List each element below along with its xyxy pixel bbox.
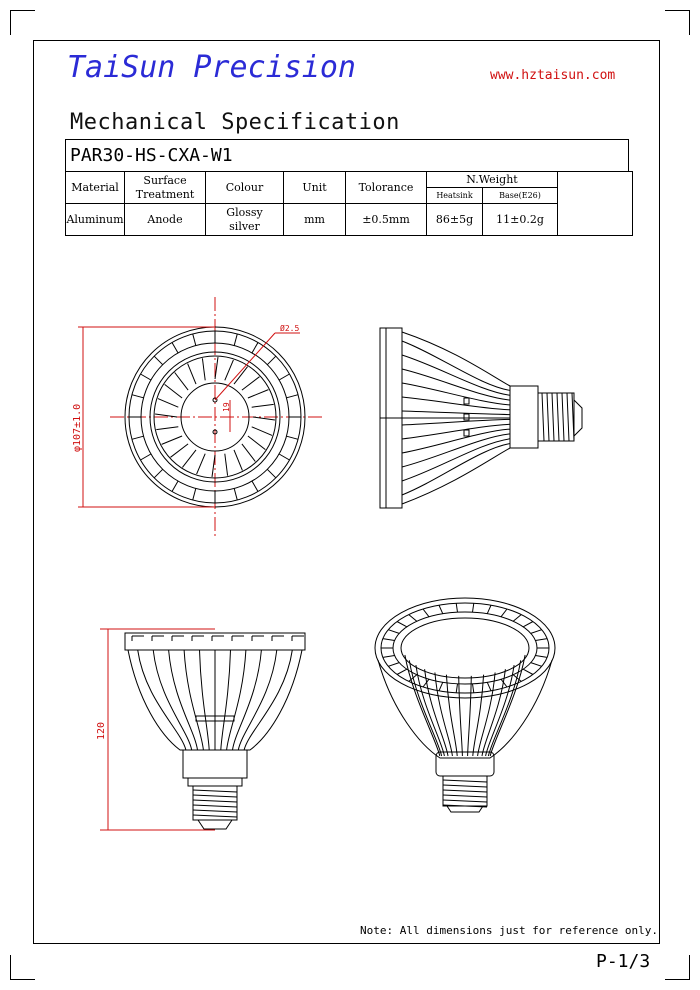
front-fin <box>242 377 260 390</box>
front-fin <box>156 427 178 430</box>
header-material: Material <box>66 172 125 204</box>
front-rim-tooth <box>172 481 178 491</box>
iso-rim-tooth <box>535 656 547 658</box>
elev-fins <box>138 650 293 750</box>
iso-rim-tooth <box>388 663 399 667</box>
elev-thread-line <box>193 815 237 817</box>
front-fin <box>171 444 189 457</box>
side-fin <box>402 369 510 400</box>
side-fin <box>402 419 510 425</box>
side-fin <box>402 439 510 481</box>
height-label: 120 <box>96 721 107 740</box>
elev-neck <box>183 750 247 778</box>
value-tolerance: ±0.5mm <box>346 204 427 236</box>
side-fin <box>402 411 510 415</box>
elev-thread-lines <box>193 790 237 817</box>
front-fin <box>165 384 183 398</box>
iso-rim-tooth <box>487 682 491 691</box>
iso-rim-tooth <box>456 684 457 693</box>
header-surface-line2: Treatment <box>135 187 195 201</box>
brand-title: TaiSun Precision <box>67 50 356 85</box>
iso-thread-line <box>443 800 487 802</box>
reference-note: Note: All dimensions just for reference only. <box>360 924 659 937</box>
side-thread-line <box>567 393 569 441</box>
elev-thread-line <box>193 790 237 792</box>
iso-rim-tooth <box>531 663 542 667</box>
website-link[interactable]: www.hztaisun.com <box>490 68 616 83</box>
elev-thread-line <box>193 800 237 802</box>
elev-neck-step <box>188 778 242 786</box>
elev-fin <box>244 650 292 750</box>
front-rim-tooth <box>267 356 276 365</box>
header-tolerance: Tolorance <box>346 172 427 204</box>
elev-thread-line <box>193 805 237 807</box>
front-fin <box>252 427 272 436</box>
front-fin <box>225 454 228 476</box>
front-rim-tooth <box>132 436 144 439</box>
header-weight: N.Weight <box>427 172 558 188</box>
front-fin <box>162 436 183 444</box>
iso-rim-teeth <box>381 603 549 693</box>
side-thread-line <box>542 393 544 441</box>
front-fin <box>234 367 248 385</box>
elev-thread-line <box>193 810 237 812</box>
iso-rim-tooth <box>397 669 407 674</box>
front-rim-tooth <box>141 454 151 460</box>
hole-label: Ø2.5 <box>280 324 300 333</box>
side-thread-line <box>557 393 559 441</box>
value-heatsink: 86±5g <box>427 204 483 236</box>
front-rim-tooth <box>252 481 258 491</box>
side-thread-line <box>562 393 564 441</box>
front-view <box>78 297 322 537</box>
front-rim-tooth <box>154 469 163 478</box>
header-colour: Colour <box>206 172 284 204</box>
front-rim-tooth <box>287 436 299 439</box>
iso-rim-tooth <box>531 630 542 634</box>
elev-thread-line <box>193 795 237 797</box>
front-rim-tooth <box>234 489 237 501</box>
iso-thread-line <box>443 795 487 797</box>
side-thread-line <box>547 393 549 441</box>
side-tip <box>574 400 582 436</box>
front-rim-tooth <box>193 334 196 346</box>
front-fin <box>248 436 266 450</box>
value-colour-line1: Glossy <box>226 205 263 219</box>
side-fin <box>402 341 510 390</box>
iso-thread-lines <box>443 780 487 807</box>
iso-ring-ellipse <box>393 612 537 684</box>
iso-rim-tooth <box>473 603 474 612</box>
front-rim-tooth <box>132 395 144 398</box>
iso-outer-ellipse <box>375 598 555 698</box>
iso-thread-line <box>443 785 487 787</box>
front-rim-tooth <box>252 343 258 353</box>
front-fin <box>248 390 269 398</box>
iso-fin <box>459 676 463 756</box>
side-thread-lines <box>542 393 574 441</box>
diameter-label: φ107±1.0 <box>72 403 83 452</box>
iso-rim-tooth <box>523 669 533 674</box>
iso-outer-ellipse-2 <box>381 603 549 693</box>
elev-rim-teeth <box>132 636 304 641</box>
front-fin <box>188 364 196 385</box>
elev-fin <box>238 650 276 750</box>
iso-rim-tooth <box>523 622 533 627</box>
iso-rim-tooth <box>501 609 507 617</box>
iso-inner-ellipse <box>401 618 529 678</box>
side-fin <box>402 397 510 410</box>
iso-rim-tooth <box>383 656 395 658</box>
elevation-view <box>100 629 305 830</box>
front-fin <box>225 360 234 380</box>
iso-rim-tooth <box>423 609 429 617</box>
value-material: Aluminum <box>66 204 125 236</box>
front-rim-tooth <box>279 454 289 460</box>
side-thread-line <box>552 393 554 441</box>
section-title: Mechanical Specification <box>70 110 400 135</box>
header-surface-line1: Surface <box>143 173 187 187</box>
side-slot-3 <box>464 430 469 436</box>
iso-rim-tooth <box>456 603 457 612</box>
elev-fin <box>138 650 186 750</box>
iso-thread-line <box>443 780 487 782</box>
iso-rim-tooth <box>487 605 491 614</box>
iso-fin <box>416 665 445 756</box>
front-fin <box>202 358 205 380</box>
front-fin <box>234 450 242 471</box>
side-slot-1 <box>464 398 469 404</box>
value-surface: Anode <box>125 204 206 236</box>
value-unit: mm <box>284 204 346 236</box>
iso-rim-tooth <box>383 639 395 641</box>
elev-fin <box>233 650 262 750</box>
inner-dim-label: 19 <box>222 402 231 412</box>
front-rim-tooth <box>267 469 276 478</box>
iso-fin <box>486 665 514 756</box>
elev-fin <box>153 650 192 750</box>
elev-fin <box>200 650 210 750</box>
front-fin <box>242 444 255 462</box>
iso-body-outline <box>378 660 552 758</box>
model-number: PAR30-HS-CXA-W1 <box>70 145 233 166</box>
front-rim-tooth <box>193 489 196 501</box>
iso-fin <box>468 676 472 756</box>
side-fin <box>402 434 510 467</box>
iso-fin <box>473 675 484 756</box>
side-fin <box>402 444 510 495</box>
front-rim-tooth <box>141 374 151 380</box>
iso-rim-tooth <box>388 630 399 634</box>
header-unit: Unit <box>284 172 346 204</box>
iso-thread-line <box>443 790 487 792</box>
iso-rim-tooth <box>397 622 407 627</box>
side-neck <box>510 386 538 448</box>
side-view <box>380 328 582 508</box>
iso-fin <box>446 675 457 756</box>
iso-rim-tooth <box>439 605 443 614</box>
front-rim-tooth <box>234 334 237 346</box>
front-fin <box>182 450 196 468</box>
iso-rim-tooth <box>439 682 443 691</box>
front-rim-tooth <box>287 395 299 398</box>
front-fin <box>158 399 178 408</box>
front-rim-tooth <box>154 356 163 365</box>
elev-tip <box>198 820 232 829</box>
header-base: Base(E26) <box>483 188 558 204</box>
front-rim-tooth <box>279 374 289 380</box>
value-colour-line2: silver <box>229 219 260 233</box>
isometric-view <box>375 598 555 812</box>
elev-fin <box>169 650 198 750</box>
iso-rim-tooth <box>535 639 547 641</box>
side-fin <box>402 355 510 395</box>
header-heatsink: Heatsink <box>427 188 483 204</box>
front-fin <box>175 373 188 391</box>
iso-rim-tooth <box>473 684 474 693</box>
iso-rim-tooth <box>409 615 417 622</box>
front-rim-tooth <box>172 343 178 353</box>
elev-fin <box>221 650 231 750</box>
side-slot-2 <box>464 414 469 420</box>
front-fin <box>197 454 206 474</box>
page-number: P-1/3 <box>596 951 651 972</box>
value-base: 11±0.2g <box>483 204 558 236</box>
front-fin <box>252 404 274 407</box>
iso-rim-tooth <box>513 615 521 622</box>
